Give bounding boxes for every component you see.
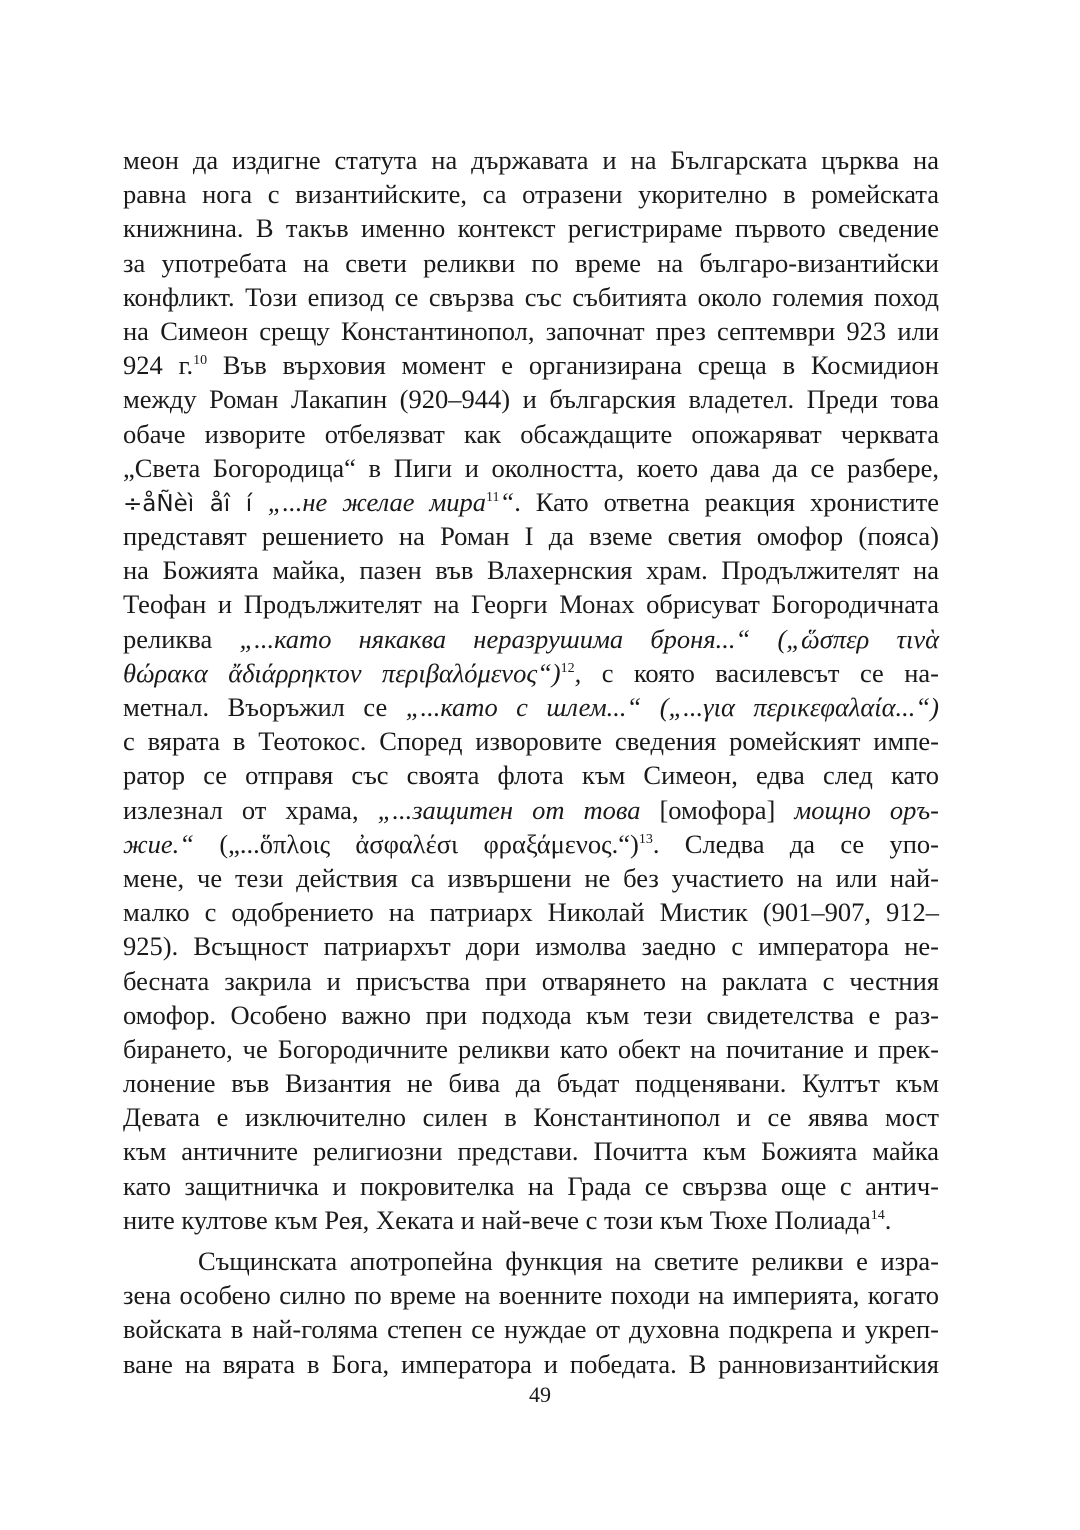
text-line: книжнина. В такъв именно контекст регистрираме първото сведение [123,213,939,244]
text-line: войската в най-голяма степен се нуждае от духовна подкрепа и укреп- [123,1314,939,1345]
text-line: меон да издигне статута на държавата и на Българската църква на [123,145,939,175]
text-line: на Божията майка, пазен във Влахернския храм. Продължителят на [123,555,939,586]
text-line: „Света Богородица“ в Пиги и околността, което дава да се разбере, [123,452,939,483]
text-line: лонение във Византия не бива да бъдат подценявани. Култът към [123,1068,939,1099]
text-line: метнал. Въоръжил се „...като с шлем...“ („...για περικεφαλαία...“) [123,692,939,722]
text-line: за употребата на свети реликви по време на българо-византийски [123,247,939,278]
text-line: представят решението на Роман I да вземе светия омофор (пояса) [123,521,939,552]
text-line: Същинската апотропейна функция на светите реликви е изра- [198,1246,939,1276]
text-line: Девата е изключително силен в Константинопол и се явява мост [123,1102,939,1133]
text-line: излезнал от храма, „...защитен от това [омофора] мощно оръ- [123,794,939,825]
text-line: реликва „...като някаква неразрушима броня...“ („ὥσπερ τινὰ [123,623,940,654]
text-line: равна нога с византийските, са отразени укорително в ромейската [123,179,939,210]
text-line: бесната закрила и присъства при отварянето на раклата с честния [123,965,939,996]
text-line: зена особено силно по време на военните походи на империята, когато [123,1280,939,1311]
text-line: с вярата в Теотокос. Според изворовите сведения ромейският импе- [123,726,939,757]
text-line: θώρακα ἄδιάρρηκτον περιβαλόμενος“)$^{12}$, с която василевсът се на- [123,657,939,688]
body-text [123,143,939,1381]
text-line: към античните религиозни представи. Почитта към Божията майка [123,1136,939,1167]
text-line: като защитничка и покровителка на Града се свързва още с антич- [123,1170,939,1201]
text-line: между Роман Лакапин (920–944) и българския владетел. Преди това [123,384,939,415]
footnote-ref-10: 10 [193,353,208,369]
text-line: бирането, че Богородичните реликви като обект на почитание и прек- [123,1033,939,1064]
footnote-ref-14: 14 [870,1207,885,1223]
footnote-ref-11: 11 [486,490,500,506]
text-line: жие.“ („...ὅπλοις ἀσφαλέσι φραξάμενος.“)$^{13}$. Следва да се упо- [123,828,939,859]
text-line: конфликт. Този епизод се свързва със събитията около големия поход [123,281,939,312]
footnote-ref-12: 12 [560,660,575,676]
text-line: на Симеон срещу Константинопол, започнат през септември 923 или [123,315,939,346]
text-line: 924 г.$^{10}$ Във върховия момент е организирана среща в Космидион [123,350,939,381]
text-line: малко с одобрението на патриарх Николай Мистик (901–907, 912– [123,897,939,928]
text-line: обаче изворите отбелязват как обсаждащите опожаряват черквата [123,418,939,449]
text-line: ратор се отправя със своята флота към Симеон, едва след като [123,760,939,791]
text-line: Теофан и Продължителят на Георги Монах обрисуват Богородичната [123,589,939,620]
text-line: мене, че тези действия са извършени не без участието на или най- [123,862,939,893]
page-number: 49 [529,1382,551,1407]
text-line: ÷åÑèì åî í „...не желае мира$^{11}$“. Като ответна реакция хронистите [123,486,940,517]
text-line: 925). Всъщност патриархът дори измолва заедно с императора не- [123,931,939,962]
paragraph-2 [123,1244,939,1381]
footnote-ref-13: 13 [638,831,653,847]
paragraph-1 [123,143,939,1237]
text-line: ните култове към Рея, Хеката и най-вече с този към Тюхе Полиада$^{14}$. [123,1204,892,1235]
text-line: ване на вярата в Бога, императора и победата. В ранновизантийския [123,1348,939,1379]
text-line: омофор. Особено важно при подхода към тези свидетелства е раз- [123,999,939,1030]
